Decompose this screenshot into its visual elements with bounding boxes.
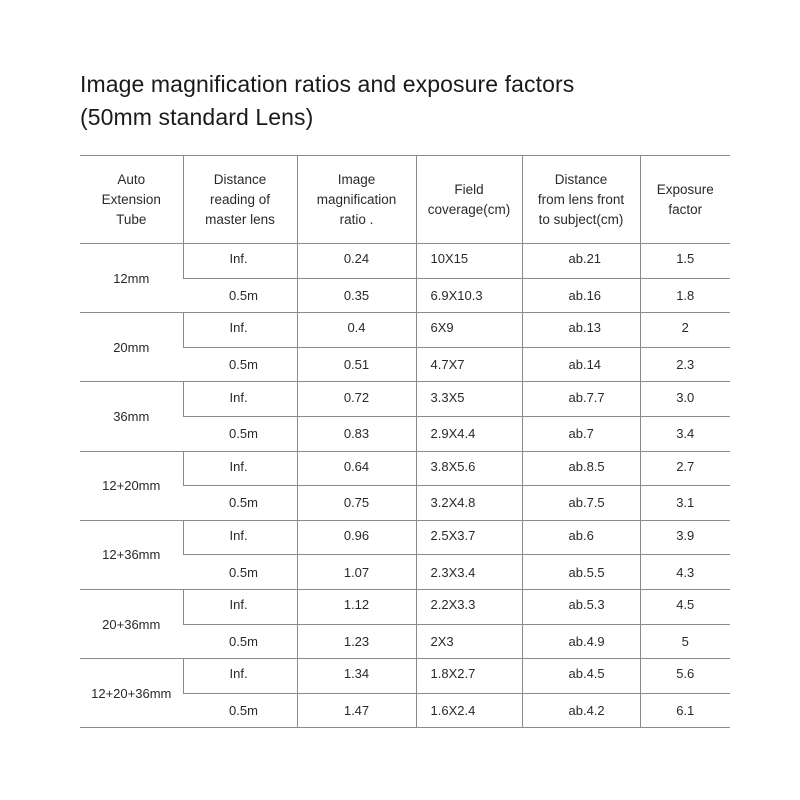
cell-magnification-ratio: 0.4 xyxy=(297,311,416,346)
cell-extension-tube: 12+20+36mm xyxy=(80,659,183,728)
cell-magnification-ratio: 1.34 xyxy=(297,657,416,692)
cell-distance-from-lens: ab.5.5 xyxy=(522,555,640,590)
header-text-line: from lens front xyxy=(537,191,625,207)
cell-distance-from-lens: ab.4.2 xyxy=(522,693,640,728)
header-text-line: master lens xyxy=(205,211,275,227)
header-text-line: Image xyxy=(337,171,376,187)
cell-magnification-ratio: 0.83 xyxy=(297,416,416,451)
cell-distance-reading: 0.5m xyxy=(183,347,297,382)
cell-distance-from-lens: ab.6 xyxy=(522,518,640,553)
cell-field-coverage: 2.2X3.3 xyxy=(416,587,522,622)
cell-distance-reading: Inf. xyxy=(183,657,297,692)
table-body xyxy=(80,244,730,728)
header-text-line: reading of xyxy=(209,191,271,207)
cell-extension-tube: 20+36mm xyxy=(80,589,183,658)
header-text-line: Field xyxy=(454,181,484,197)
cell-magnification-ratio: 0.64 xyxy=(297,449,416,484)
cell-field-coverage: 3.2X4.8 xyxy=(416,486,522,521)
cell-distance-from-lens: ab.13 xyxy=(522,311,640,346)
header-text-line: Extension xyxy=(101,191,161,207)
cell-field-coverage: 2X3 xyxy=(416,624,522,659)
cell-distance-reading: 0.5m xyxy=(183,486,297,521)
cell-distance-reading: 0.5m xyxy=(183,416,297,451)
header-auto-extension-tube xyxy=(80,156,183,244)
cell-field-coverage: 2.5X3.7 xyxy=(416,518,522,553)
cell-magnification-ratio: 1.07 xyxy=(297,555,416,590)
cell-exposure-factor: 6.1 xyxy=(640,693,730,728)
cell-distance-reading: Inf. xyxy=(183,380,297,415)
cell-distance-from-lens: ab.21 xyxy=(522,242,640,277)
cell-distance-reading: Inf. xyxy=(183,449,297,484)
cell-exposure-factor: 1.5 xyxy=(640,242,730,277)
table-row xyxy=(80,520,730,555)
cell-field-coverage: 4.7X7 xyxy=(416,347,522,382)
title-line-2: (50mm standard Lens) xyxy=(80,104,314,130)
cell-distance-from-lens: ab.7.5 xyxy=(522,486,640,521)
cell-distance-from-lens: ab.4.9 xyxy=(522,624,640,659)
cell-field-coverage: 3.3X5 xyxy=(416,380,522,415)
table-row xyxy=(80,451,730,486)
cell-extension-tube: 20mm xyxy=(80,313,183,382)
header-text-line: Tube xyxy=(116,211,147,227)
cell-exposure-factor: 1.8 xyxy=(640,278,730,313)
cell-field-coverage: 2.3X3.4 xyxy=(416,555,522,590)
cell-distance-reading: Inf. xyxy=(183,587,297,622)
cell-field-coverage: 10X15 xyxy=(416,242,522,277)
cell-distance-from-lens: ab.5.3 xyxy=(522,587,640,622)
header-distance-from-lens xyxy=(522,156,640,244)
header-text-line: Auto xyxy=(117,171,146,187)
cell-distance-from-lens: ab.14 xyxy=(522,347,640,382)
cell-exposure-factor: 3.0 xyxy=(640,380,730,415)
cell-distance-from-lens: ab.7 xyxy=(522,416,640,451)
cell-exposure-factor: 5 xyxy=(640,624,730,659)
header-text-line: factor xyxy=(668,201,703,217)
header-text-line: Exposure xyxy=(656,181,714,197)
table-row xyxy=(80,313,730,348)
cell-exposure-factor: 4.3 xyxy=(640,555,730,590)
cell-distance-reading: Inf. xyxy=(183,242,297,277)
cell-field-coverage: 1.6X2.4 xyxy=(416,693,522,728)
header-field-coverage xyxy=(416,156,522,244)
cell-exposure-factor: 3.9 xyxy=(640,518,730,553)
cell-extension-tube: 12+20mm xyxy=(80,451,183,520)
header-text-line: Distance xyxy=(554,171,608,187)
header-text-line: ratio . xyxy=(339,211,374,227)
cell-distance-reading: Inf. xyxy=(183,518,297,553)
magnification-table xyxy=(80,155,730,728)
table-row xyxy=(80,382,730,417)
cell-magnification-ratio: 0.72 xyxy=(297,380,416,415)
cell-field-coverage: 6.9X10.3 xyxy=(416,278,522,313)
cell-field-coverage: 1.8X2.7 xyxy=(416,657,522,692)
cell-exposure-factor: 4.5 xyxy=(640,587,730,622)
table-row xyxy=(80,244,730,279)
cell-distance-from-lens: ab.7.7 xyxy=(522,380,640,415)
header-distance-reading xyxy=(183,156,297,244)
cell-magnification-ratio: 0.51 xyxy=(297,347,416,382)
cell-field-coverage: 6X9 xyxy=(416,311,522,346)
cell-exposure-factor: 2 xyxy=(640,311,730,346)
header-exposure-factor xyxy=(640,156,730,244)
cell-exposure-factor: 2.7 xyxy=(640,449,730,484)
cell-magnification-ratio: 0.24 xyxy=(297,242,416,277)
cell-distance-reading: 0.5m xyxy=(183,693,297,728)
cell-distance-reading: 0.5m xyxy=(183,278,297,313)
table-row xyxy=(80,589,730,624)
cell-extension-tube: 12mm xyxy=(80,244,183,313)
page-title xyxy=(80,68,760,134)
cell-extension-tube: 12+36mm xyxy=(80,520,183,589)
table-row xyxy=(80,659,730,694)
cell-magnification-ratio: 1.23 xyxy=(297,624,416,659)
cell-magnification-ratio: 1.47 xyxy=(297,693,416,728)
header-text-line: magnification xyxy=(316,191,397,207)
cell-distance-reading: 0.5m xyxy=(183,624,297,659)
cell-distance-reading: Inf. xyxy=(183,311,297,346)
cell-magnification-ratio: 1.12 xyxy=(297,587,416,622)
cell-distance-reading: 0.5m xyxy=(183,555,297,590)
table-header xyxy=(80,156,730,244)
cell-extension-tube: 36mm xyxy=(80,382,183,451)
cell-magnification-ratio: 0.75 xyxy=(297,486,416,521)
cell-exposure-factor: 3.4 xyxy=(640,416,730,451)
cell-magnification-ratio: 0.96 xyxy=(297,518,416,553)
cell-magnification-ratio: 0.35 xyxy=(297,278,416,313)
header-magnification-ratio xyxy=(297,156,416,244)
cell-field-coverage: 2.9X4.4 xyxy=(416,416,522,451)
cell-distance-from-lens: ab.16 xyxy=(522,278,640,313)
cell-exposure-factor: 5.6 xyxy=(640,657,730,692)
header-text-line: coverage(cm) xyxy=(427,201,511,217)
cell-field-coverage: 3.8X5.6 xyxy=(416,449,522,484)
header-text-line: Distance xyxy=(213,171,267,187)
cell-exposure-factor: 3.1 xyxy=(640,486,730,521)
title-line-1: Image magnification ratios and exposure factors xyxy=(80,71,575,97)
header-text-line: to subject(cm) xyxy=(538,211,624,227)
cell-exposure-factor: 2.3 xyxy=(640,347,730,382)
header-row xyxy=(80,156,730,244)
cell-distance-from-lens: ab.4.5 xyxy=(522,657,640,692)
cell-distance-from-lens: ab.8.5 xyxy=(522,449,640,484)
